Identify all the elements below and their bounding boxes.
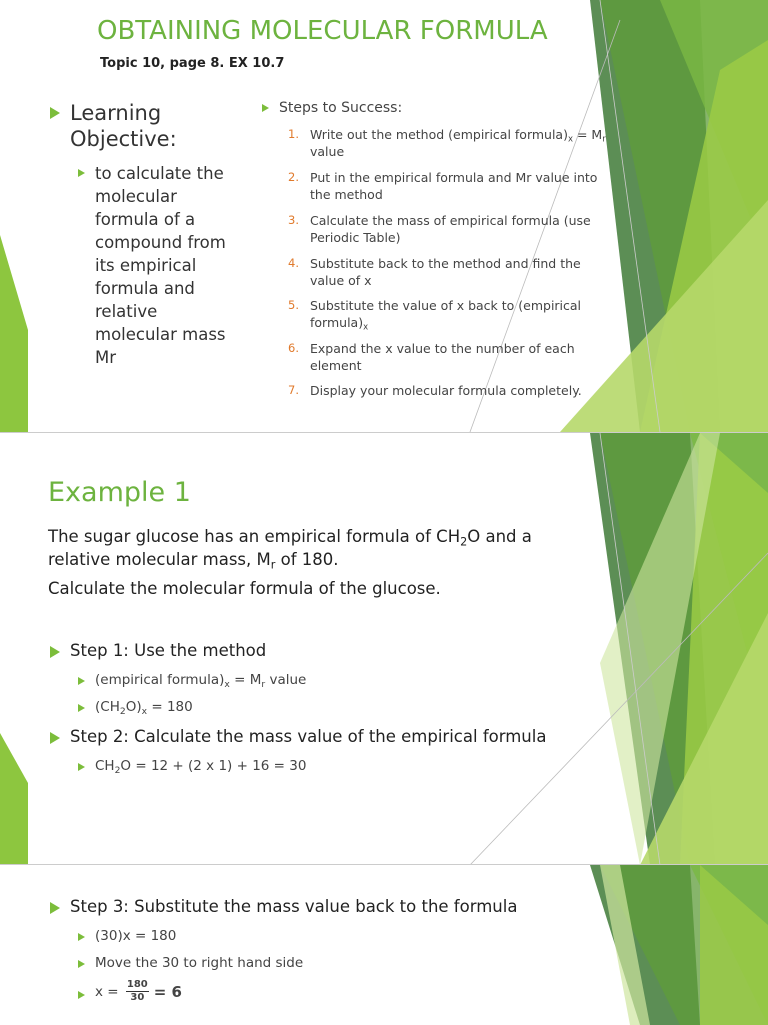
step-text: Expand the x value to the number of each element: [310, 341, 575, 373]
slide-3: [0, 864, 768, 1025]
step-text-part: Write out the method (empirical formula): [310, 127, 568, 142]
fraction-equation: [95, 979, 182, 1004]
steps-heading: Steps to Success:: [279, 100, 403, 116]
formula-part: value: [265, 672, 307, 688]
step3-item: [78, 979, 182, 1004]
formula-part: = M: [229, 672, 262, 688]
bullet-arrow-icon: [78, 169, 85, 177]
bullet-arrow-icon: [50, 902, 60, 914]
step-text-part: value: [310, 144, 345, 159]
bullet-arrow-icon: [78, 933, 85, 941]
step-text: Calculate the mass of empirical formula (use Periodic Table): [310, 213, 591, 245]
step-item: [288, 126, 618, 160]
subscript: x: [224, 678, 230, 690]
bullet-arrow-icon: [78, 677, 85, 685]
problem-text-part: of 180.: [275, 550, 339, 569]
fraction-result: = 6: [153, 982, 182, 1001]
slide-title: OBTAINING MOLECULAR FORMULA: [97, 16, 548, 46]
formula-part: (empirical formula): [95, 672, 225, 688]
subscript: 2: [460, 535, 468, 549]
problem-text-part: The sugar glucose has an empirical formula of CH: [48, 527, 461, 546]
step3-item: [78, 955, 303, 971]
problem-text-part: O and a relative molecular mass, M: [48, 527, 532, 569]
step3-item: [78, 928, 176, 944]
step-item: [288, 340, 618, 374]
step-number: 3.: [288, 213, 299, 227]
step-number: 4.: [288, 256, 299, 270]
step-number: 7.: [288, 383, 299, 397]
step3-item-text: (30)x = 180: [95, 928, 177, 944]
step-text: Put in the empirical formula and Mr value into the method: [310, 170, 598, 202]
step-number: 5.: [288, 298, 299, 312]
example-title: Example 1: [48, 477, 191, 508]
bullet-arrow-icon: [78, 991, 85, 999]
subscript: x: [567, 134, 574, 145]
objective-heading-row: [50, 100, 200, 152]
fraction-numerator: 180: [126, 979, 148, 990]
formula-part: (CH: [95, 699, 120, 715]
formula-part: O): [125, 699, 142, 715]
step1-item: [78, 672, 306, 688]
problem-statement: [48, 525, 568, 571]
formula-text: [95, 699, 193, 715]
step2-heading: Step 2: Calculate the mass value of the empirical formula: [70, 727, 547, 746]
fraction-prefix: x =: [95, 983, 123, 1000]
step-text: Substitute back to the method and find the value of x: [310, 256, 581, 288]
bullet-arrow-icon: [50, 107, 60, 119]
step-text: [310, 297, 618, 331]
fraction-denominator: 30: [130, 992, 145, 1003]
formula-part: O = 12 + (2 x 1) + 16 = 30: [120, 758, 307, 774]
step3-heading: Step 3: Substitute the mass value back to the formula: [70, 897, 518, 916]
step3-item-text: Move the 30 to right hand side: [95, 955, 304, 971]
bullet-arrow-icon: [78, 763, 85, 771]
subscript: r: [270, 558, 276, 572]
fraction: [126, 979, 149, 1004]
slide-subtitle: Topic 10, page 8. EX 10.7: [100, 56, 285, 71]
formula-text: [95, 672, 306, 688]
steps-heading-row: [262, 100, 402, 116]
formula-part: CH: [95, 758, 115, 774]
step-item: [288, 212, 618, 246]
step-item: [288, 255, 618, 289]
step2-item: [78, 758, 306, 774]
problem-question: Calculate the molecular formula of the glucose.: [48, 579, 441, 598]
subscript: r: [261, 678, 266, 690]
bullet-arrow-icon: [50, 732, 60, 744]
step2-row: [50, 727, 546, 746]
formula-part: = 180: [147, 699, 193, 715]
step-item: [288, 382, 618, 399]
step-text: Display your molecular formula completely.: [310, 383, 582, 398]
step1-heading: Step 1: Use the method: [70, 641, 267, 660]
step-item: [288, 297, 618, 331]
bullet-arrow-icon: [78, 704, 85, 712]
formula-text: [95, 758, 306, 774]
step-number: 2.: [288, 170, 299, 184]
bullet-arrow-icon: [50, 646, 60, 658]
step1-item: [78, 699, 193, 715]
step-number: 1.: [288, 127, 299, 141]
bullet-arrow-icon: [78, 960, 85, 968]
step-item: [288, 169, 618, 203]
step-text-part: Substitute the value of x back to (empirical formula): [310, 298, 582, 330]
subscript: r: [602, 134, 606, 145]
subscript: 2: [119, 705, 126, 717]
objective-heading: Learning Objective:: [70, 101, 177, 151]
subscript: x: [363, 322, 369, 333]
step3-row: [50, 897, 517, 916]
slide-2: [0, 432, 768, 865]
step-number: 6.: [288, 341, 299, 355]
step-text: [310, 126, 618, 160]
subscript: x: [141, 705, 148, 717]
slide-1: [0, 0, 768, 432]
subscript: 2: [114, 764, 121, 776]
step1-row: [50, 641, 266, 660]
objective-text-row: [78, 162, 243, 369]
step-text-part: = M: [573, 127, 603, 142]
objective-text: to calculate the molecular formula of a compound from its empirical formula and relative molecular mass Mr: [95, 164, 226, 367]
bullet-arrow-icon: [262, 104, 269, 112]
